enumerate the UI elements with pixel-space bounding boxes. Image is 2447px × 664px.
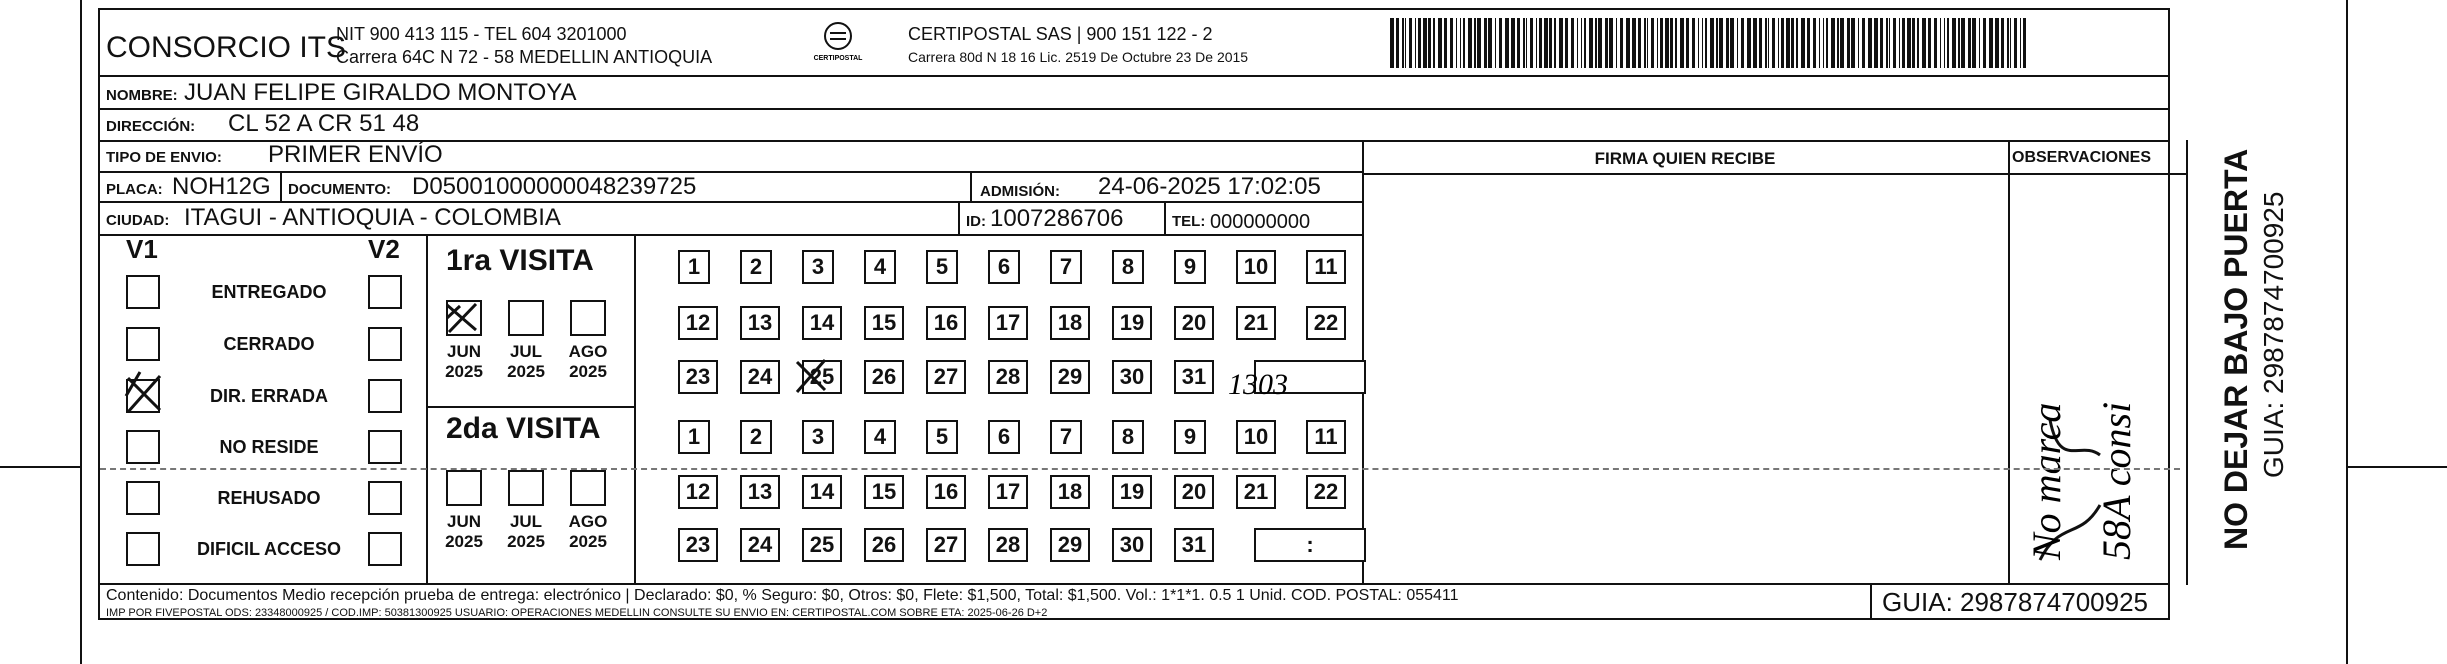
firma-header: FIRMA QUIEN RECIBE [1594, 149, 1776, 168]
day-box[interactable]: 2 [740, 420, 772, 454]
id-label: ID: [966, 213, 986, 230]
day-box[interactable]: 19 [1112, 306, 1152, 340]
day-box[interactable]: 3 [802, 420, 834, 454]
day-box[interactable]: 17 [988, 475, 1028, 509]
year-label: 2025 [507, 532, 545, 551]
option-label: DIR. ERRADA [209, 386, 328, 406]
day-box[interactable]: 26 [864, 528, 904, 562]
day-box[interactable]: 30 [1112, 528, 1152, 562]
month-label: JUL [509, 512, 543, 531]
day-box[interactable]: 18 [1050, 475, 1090, 509]
footer-line1: Contenido: Documentos Medio recepción prueba de entrega: electrónico | Declarado: $0, % Seguro: $0, Otros: $0, Flete: $1,500, Total: $1,500. Vol.: 1*1*1. 0.5 1 Unid. COD. POSTAL: 055411 [106, 587, 1459, 604]
option-label: REHUSADO [217, 488, 321, 508]
time-box[interactable]: : [1254, 528, 1366, 562]
company-line1: NIT 900 413 115 - TEL 604 3201000 [336, 24, 627, 44]
day-box[interactable]: 29 [1050, 528, 1090, 562]
day-box[interactable]: 9 [1174, 250, 1206, 284]
day-box[interactable]: 5 [926, 250, 958, 284]
day-box[interactable]: 22 [1306, 475, 1346, 509]
year-label: 2025 [569, 362, 607, 381]
tipo-label: TIPO DE ENVIO: [106, 149, 222, 166]
option-label: CERRADO [223, 334, 315, 354]
strike-day-25 [797, 360, 825, 392]
day-box[interactable]: 27 [926, 528, 966, 562]
ciudad-value: ITAGUI - ANTIOQUIA - COLOMBIA [184, 204, 561, 231]
id-value: 1007286706 [990, 205, 1124, 232]
tel-label: TEL: [1172, 213, 1206, 230]
day-box[interactable]: 21 [1236, 306, 1276, 340]
option-label: ENTREGADO [211, 282, 327, 302]
year-label: 2025 [507, 362, 545, 381]
day-box[interactable]: 12 [678, 306, 718, 340]
day-box[interactable]: 8 [1112, 420, 1144, 454]
footer-line2: IMP POR FIVEPOSTAL ODS: 23348000925 / COD.IMP: 50381300925 USUARIO: OPERACIONES MEDELLIN CONSULTE SU ENVIO EN: CERTIPOSTAL.COM SOBRE ETA: 2025-06-26 D+2 [106, 607, 1048, 619]
day-box[interactable]: 28 [988, 528, 1028, 562]
day-box[interactable]: 4 [864, 250, 896, 284]
handwritten-obs-2: 58A consi [2094, 401, 2139, 560]
tipo-value: PRIMER ENVÍO [268, 141, 443, 168]
day-box[interactable]: 2 [740, 250, 772, 284]
day-box[interactable]: 27 [926, 360, 966, 394]
day-box[interactable]: 23 [678, 528, 718, 562]
day-box[interactable]: 31 [1174, 528, 1214, 562]
day-box[interactable]: 22 [1306, 306, 1346, 340]
day-box[interactable]: 15 [864, 306, 904, 340]
documento-value: D05001000000048239725 [412, 173, 697, 200]
month-label: AGO [568, 342, 608, 361]
footer-top-line [98, 583, 2170, 585]
direccion-label: DIRECCIÓN: [106, 118, 196, 135]
footer-guia-divider [1870, 583, 1872, 620]
day-box[interactable]: 30 [1112, 360, 1152, 394]
month-label: JUL [509, 342, 543, 361]
day-box[interactable]: 11 [1306, 420, 1346, 454]
check-mark-jun [447, 304, 476, 332]
visit2-title: 2da VISITA [446, 412, 601, 445]
day-box[interactable]: 9 [1174, 420, 1206, 454]
day-box[interactable]: 21 [1236, 475, 1276, 509]
day-box[interactable]: 7 [1050, 250, 1082, 284]
placa-label: PLACA: [106, 181, 163, 198]
admision-value: 24-06-2025 17:02:05 [1098, 173, 1321, 200]
svg-text:CERTIPOSTAL: CERTIPOSTAL [813, 55, 863, 62]
day-box[interactable]: 16 [926, 306, 966, 340]
day-box[interactable]: 18 [1050, 306, 1090, 340]
nombre-label: NOMBRE: [106, 87, 178, 104]
day-box[interactable]: 31 [1174, 360, 1214, 394]
carrier-line1: CERTIPOSTAL SAS | 900 151 122 - 2 [908, 24, 1213, 44]
year-label: 2025 [445, 532, 483, 551]
day-box[interactable]: 13 [740, 475, 780, 509]
fold-line [100, 468, 2180, 470]
day-box[interactable]: 19 [1112, 475, 1152, 509]
day-box[interactable]: 20 [1174, 475, 1214, 509]
day-box[interactable]: 6 [988, 420, 1020, 454]
day-box[interactable]: 8 [1112, 250, 1144, 284]
option-label: NO RESIDE [219, 437, 319, 457]
day-box[interactable]: 12 [678, 475, 718, 509]
carrier-line2: Carrera 80d N 18 16 Lic. 2519 De Octubre 23 De 2015 [908, 49, 1249, 65]
day-box[interactable]: 10 [1236, 250, 1276, 284]
option-label: DIFICIL ACCESO [196, 539, 341, 559]
nombre-value: JUAN FELIPE GIRALDO MONTOYA [184, 79, 577, 106]
day-box[interactable]: 25 [802, 360, 842, 394]
v1-label: V1 [126, 234, 158, 264]
handwritten-time: 1303 [1228, 368, 1288, 401]
year-label: 2025 [445, 362, 483, 381]
placa-value: NOH12G [172, 173, 271, 200]
day-box[interactable]: 24 [740, 360, 780, 394]
day-box[interactable]: 14 [802, 475, 842, 509]
day-box[interactable]: 3 [802, 250, 834, 284]
day-box[interactable]: 23 [678, 360, 718, 394]
day-box[interactable]: 15 [864, 475, 904, 509]
day-box[interactable]: 1 [678, 250, 710, 284]
day-box[interactable]: 7 [1050, 420, 1082, 454]
observaciones-header: OBSERVACIONES [2012, 149, 2151, 166]
year-label: 2025 [569, 532, 607, 551]
day-box[interactable]: 28 [988, 360, 1028, 394]
day-box[interactable]: 11 [1306, 250, 1346, 284]
day-box[interactable]: 17 [988, 306, 1028, 340]
day-box[interactable]: 13 [740, 306, 780, 340]
side-notice: NO DEJAR BAJO PUERTA [2218, 148, 2254, 550]
day-box[interactable]: 10 [1236, 420, 1276, 454]
company-name: CONSORCIO ITS [106, 31, 347, 64]
documento-label: DOCUMENTO: [288, 181, 392, 198]
footer-guia: GUIA: 2987874700925 [1882, 587, 2148, 617]
day-box[interactable]: 14 [802, 306, 842, 340]
visit1-title: 1ra VISITA [446, 244, 594, 277]
month-label: JUN [446, 342, 481, 361]
tel-value: 000000000 [1210, 211, 1311, 233]
direccion-value: CL 52 A CR 51 48 [228, 110, 420, 137]
day-box[interactable]: 16 [926, 475, 966, 509]
day-box[interactable]: 24 [740, 528, 780, 562]
handwritten-obs-1: No marca [2024, 402, 2069, 560]
day-box[interactable]: 20 [1174, 306, 1214, 340]
ciudad-label: CIUDAD: [106, 212, 170, 229]
day-box[interactable]: 6 [988, 250, 1020, 284]
day-box[interactable]: 25 [802, 528, 842, 562]
day-box[interactable]: 5 [926, 420, 958, 454]
month-label: AGO [568, 512, 608, 531]
day-box[interactable]: 4 [864, 420, 896, 454]
company-line2: Carrera 64C N 72 - 58 MEDELLIN ANTIOQUIA [336, 47, 713, 67]
month-label: JUN [446, 512, 481, 531]
day-box[interactable]: 1 [678, 420, 710, 454]
admision-label: ADMISIÓN: [980, 183, 1060, 200]
check-mark-dir-errada [126, 372, 160, 412]
day-box[interactable]: 26 [864, 360, 904, 394]
v2-label: V2 [368, 234, 400, 264]
side-guia: GUIA: 2987874700925 [2258, 191, 2289, 478]
day-box[interactable]: 29 [1050, 360, 1090, 394]
